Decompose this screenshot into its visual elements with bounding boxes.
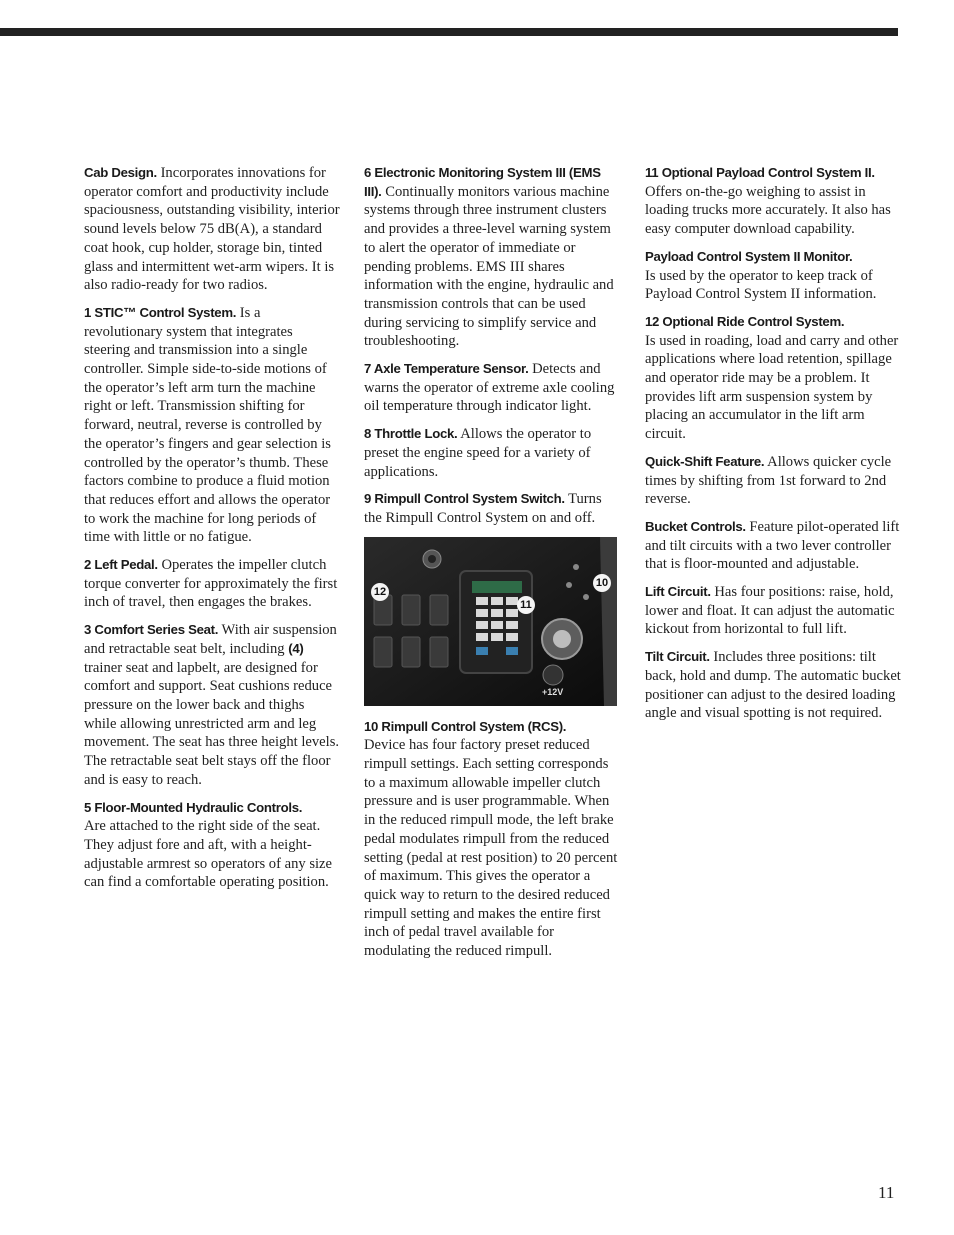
body-hydraulic-controls: Are attached to the right side of the seat. They adjust fore and aft, with a height-adjustable armrest so operators of any size can find a comfortable operating position. — [84, 818, 333, 891]
body-payload-control: Offers on-the-go weighing to assist in loading trucks more accurately. It also has easy computer download capability. — [645, 183, 891, 238]
column-3 — [645, 164, 901, 732]
control-panel-illustration — [364, 537, 617, 706]
body-axle-sensor: Detects and warns the operator of extreme axle cooling oil temperature through indicator light. — [364, 361, 615, 415]
body-ems: Continually monitors various machine systems through three instrument clusters and provides a three-level warning system to alert the operator of immediate or pending problems. EMS III shares information with the engine, hydraulic and transmission controls that can be used during servicing to simplify service and troubleshooting. — [364, 183, 614, 350]
heading-payload-control: 11 Optional Payload Control System II. — [645, 165, 875, 180]
voltage-label: +12V — [542, 686, 564, 697]
paragraph-payload-monitor — [645, 248, 901, 304]
paragraph-throttle-lock — [364, 425, 620, 481]
heading-rcs: 10 Rimpull Control System (RCS). — [364, 718, 567, 734]
heading-comfort-seat: 3 Comfort Series Seat. — [84, 622, 219, 638]
paragraph-ride-control — [645, 313, 901, 444]
body-cab-design: Incorporates innovations for operator comfort and productivity include spaciousness, outstanding visibility, interior sound levels below 75 dB(A), a standard coat hook, cup holder, storage bin, tinted glass and intermittent wet-arm wipers. It is also radio-ready for two radios. — [84, 165, 340, 294]
paragraph-quick-shift — [645, 453, 901, 509]
body-bucket-controls: Feature pilot-operated lift and tilt circuits with a two lever controller that is floor-mounted and adjustable. — [645, 518, 900, 573]
body-tilt-circuit: Includes three positions: tilt back, hold and dump. The automatic bucket positioner can adjust to the desired loading angle and visual spotting is not required. — [645, 649, 901, 722]
heading-cab-design: Cab Design. — [84, 165, 157, 180]
heading-rimpull-switch: 9 Rimpull Control System Switch. — [364, 491, 565, 507]
control-panel-photo — [364, 537, 617, 706]
heading-quick-shift: Quick-Shift Feature. — [645, 453, 765, 469]
ref-trainer-seat: (4) — [288, 640, 304, 656]
body-ride-control: Is used in roading, load and carry and other applications where load retention, spillage and operator ride may be a problem. It provides lift arm suspension system by placing an accumulator in the lift arm circuit. — [645, 332, 899, 443]
body-rimpull-switch: Turns the Rimpull Control System on and off. — [364, 491, 602, 526]
callout-12: 12 — [371, 583, 389, 601]
body-comfort-seat: With air suspension and retractable seat belt, including — [84, 622, 337, 657]
heading-payload-monitor: Payload Control System II Monitor. — [645, 248, 853, 264]
body-payload-monitor: Is used by the operator to keep track of Payload Control System II information. — [645, 267, 877, 303]
paragraph-left-pedal — [84, 556, 340, 612]
paragraph-cab-design — [84, 164, 340, 295]
body-lift-circuit: Has four positions: raise, hold, lower and float. It can adjust the automatic kickout from horizontal to full lift. — [645, 584, 895, 638]
paragraph-axle-sensor — [364, 360, 620, 416]
body-left-pedal: Operates the impeller clutch torque converter for approximately the first inch of travel, then engages the brakes. — [84, 557, 338, 611]
paragraph-bucket-controls — [645, 518, 901, 574]
heading-ride-control: 12 Optional Ride Control System. — [645, 313, 845, 329]
paragraph-hydraulic-controls — [84, 799, 340, 893]
paragraph-rimpull-switch — [364, 490, 620, 527]
paragraph-payload-control — [645, 164, 901, 239]
column-2 — [364, 164, 620, 970]
page-number: 11 — [878, 1183, 895, 1202]
paragraph-stic-control — [84, 304, 340, 547]
heading-stic-control: 1 STIC™ Control System. — [84, 304, 237, 320]
paragraph-comfort-seat — [84, 621, 340, 789]
heading-ems: 6 Electronic Monitoring System III (EMS III). — [364, 165, 601, 199]
paragraph-rcs — [364, 718, 620, 961]
heading-bucket-controls: Bucket Controls. — [645, 518, 746, 534]
heading-axle-sensor: 7 Axle Temperature Sensor. — [364, 361, 529, 377]
body-stic-control: Is a revolutionary system that integrates steering and transmission into a single controller. Simple side-to-side motions of the operator’s left arm turn the machine right or left. Transmission shifting for forward, neutral, reverse is controlled by the operator’s fingers and gear selection is controlled by the operator’s thumb. These factors combine to produce a fluid motion that reduces effort and allows the operator to work the machine for long periods of time with little or no fatigue. — [84, 304, 331, 546]
top-rule — [0, 28, 898, 36]
heading-throttle-lock: 8 Throttle Lock. — [364, 426, 458, 442]
column-1 — [84, 164, 340, 901]
heading-tilt-circuit: Tilt Circuit. — [645, 649, 710, 665]
body-quick-shift: Allows quicker cycle times by shifting from 1st forward to 2nd reverse. — [645, 453, 892, 508]
heading-hydraulic-controls: 5 Floor-Mounted Hydraulic Controls. — [84, 799, 303, 815]
paragraph-lift-circuit — [645, 583, 901, 639]
paragraph-ems — [364, 164, 620, 351]
heading-lift-circuit: Lift Circuit. — [645, 584, 711, 600]
body-comfort-seat-cont: trainer seat and lapbelt, are designed for comfort and support. Seat cushions reduce pressure on the lower back and thighs while allowing unrestricted arm and leg movement. The seat has three height levels. The retractable seat belt stays off the floor and is easy to reach. — [84, 659, 340, 788]
callout-10: 10 — [593, 574, 611, 592]
body-throttle-lock: Allows the operator to preset the engine speed for a variety of applications. — [364, 426, 592, 480]
heading-left-pedal: 2 Left Pedal. — [84, 557, 158, 573]
body-rcs: Device has four factory preset reduced rimpull settings. Each setting corresponds to a maximum allowable impeller clutch pressure and is user programmable. When in the reduced rimpull mode, the left brake pedal modulates rimpull from the reduced setting (pedal at rest position) to 20 percent of maximum. This gives the operator a quick way to return to the desired reduced rimpull setting and makes the entire first inch of pedal travel available for modulating the reduced rimpull. — [364, 737, 618, 960]
callout-11: 11 — [517, 596, 535, 614]
paragraph-tilt-circuit — [645, 648, 901, 723]
